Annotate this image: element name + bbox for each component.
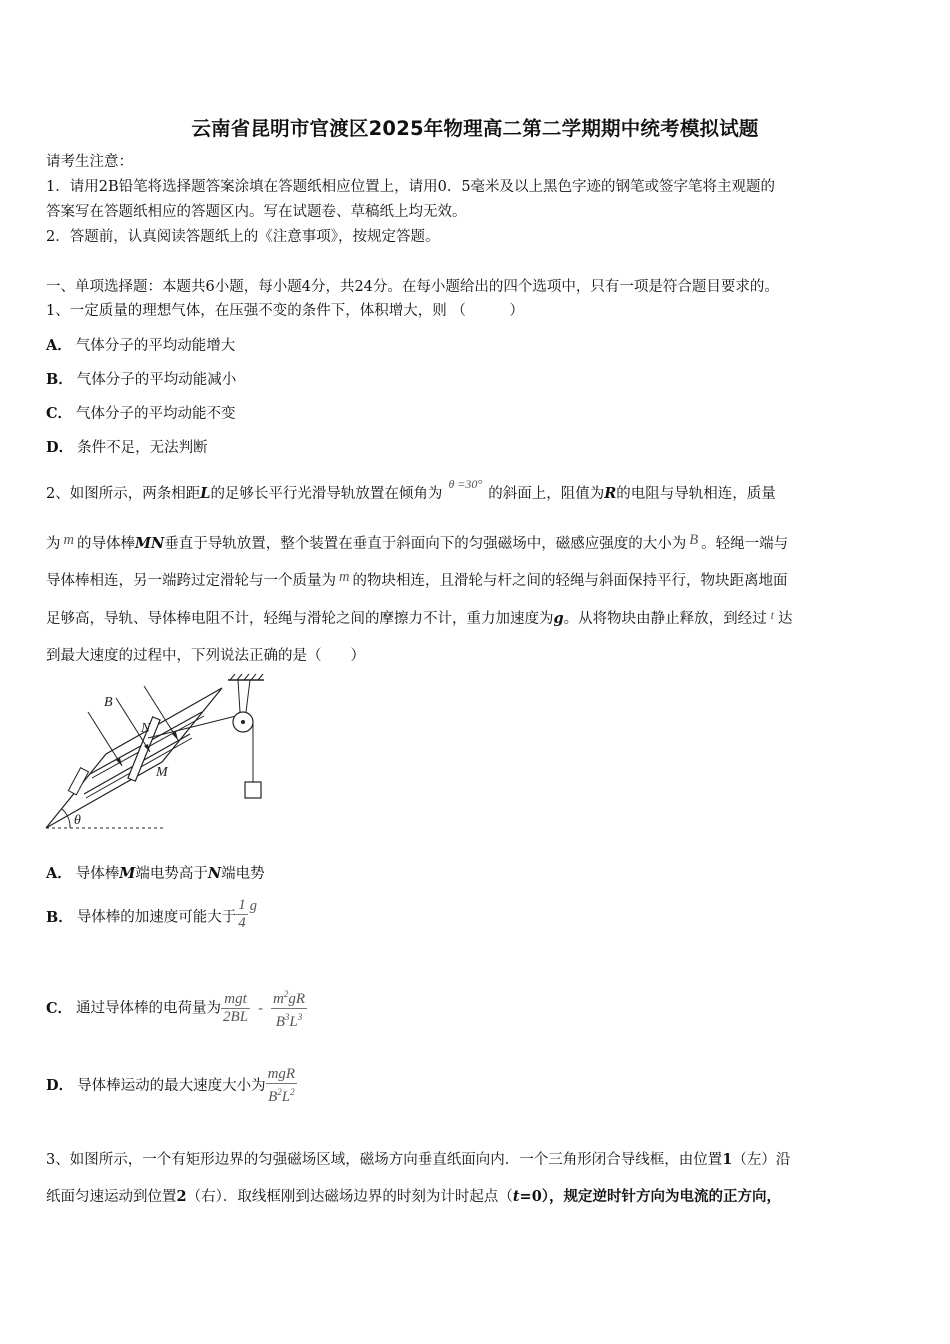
option-text: 气体分子的平均动能不变: [76, 406, 236, 422]
q1-option-d[interactable]: [46, 438, 208, 458]
q2-stem-line-2: 为 m 的导体棒MN垂直于导轨放置，整个装置在垂直于斜面向下的匀强磁场中，磁感应强度的大小为 B 。轻绳一端与: [46, 532, 789, 552]
angle-theta: θ =30°: [448, 477, 483, 491]
symbol-m: m: [339, 569, 350, 585]
notice-item-1-line-2: 答案写在答题纸相应的答题区内。写在试题卷、草稿纸上均无效。: [46, 204, 467, 220]
symbol-t: t: [770, 608, 774, 622]
label-theta: θ: [74, 813, 81, 828]
option-label: D．: [46, 439, 74, 456]
minus-sign: -: [258, 1000, 263, 1017]
fraction-vmax: $\frac{\text{mgR}}{B^2L^2}$: [267, 1066, 296, 1105]
q2-stem-line-5: 到最大速度的过程中，下列说法正确的是（ ）: [46, 648, 365, 664]
q1-stem: 1、一定质量的理想气体，在压强不变的条件下，体积增大，则 （ ）: [46, 303, 524, 319]
option-label: A．: [46, 337, 72, 354]
symbol-g: g: [553, 610, 564, 627]
q3-stem-line-2: 纸面匀速运动到位置2（右）．取线框刚到达磁场边界的时刻为计时起点（t=0），规定逆时针方向为电流的正方向，: [46, 1188, 782, 1205]
notice-heading: 请考生注意：: [46, 154, 133, 170]
q2-option-d[interactable]: D． 导体棒运动的最大速度大小为 $\frac{\text{mgR}}{B^2L^2}$: [46, 1066, 296, 1105]
field-arrow-1: [88, 712, 122, 766]
ceiling-hatch-5: [258, 674, 263, 680]
fraction-1: $\frac{\text{mgt}}{2BL}$: [223, 991, 249, 1025]
q1-option-b[interactable]: [46, 370, 236, 390]
label-B: B: [104, 695, 113, 710]
label-N: N: [141, 721, 151, 736]
ceiling-hatch-4: [251, 674, 256, 680]
notice-item-2: 2．答题前，认真阅读答题纸上的《注意事项》，按规定答题。: [46, 229, 440, 245]
ceiling-hatch-3: [244, 674, 249, 680]
symbol-R: R: [604, 485, 617, 502]
option-text: 气体分子的平均动能增大: [75, 338, 236, 354]
section-heading: 一、单项选择题：本题共6小题，每小题4分，共24分。在每小题给出的四个选项中，只有一项是符合题目要求的。: [46, 279, 779, 295]
q2-option-a[interactable]: A． 导体棒M端电势高于N端电势: [46, 865, 265, 882]
option-label: A．: [46, 865, 72, 882]
symbol-B: B: [689, 532, 699, 548]
option-label: B．: [46, 371, 73, 388]
option-text: 气体分子的平均动能减小: [76, 372, 237, 388]
pulley-axle: [241, 720, 245, 724]
label-M: M: [156, 765, 168, 780]
q2-option-c[interactable]: C． 通过导体棒的电荷量为 $\frac{\text{mgt}}{2BL}$ - $\frac{m^2gR}{B^3L^3}$: [46, 986, 307, 1031]
ceiling-hatch-2: [237, 674, 242, 680]
rope-incline: [148, 716, 236, 738]
q1-option-c[interactable]: [46, 404, 236, 424]
symbol-L: L: [200, 485, 211, 502]
q2-figure: [40, 672, 280, 834]
option-label: D．: [46, 1077, 74, 1094]
q2-stem-line-3: 导体棒相连，另一端跨过定滑轮与一个质量为 m 的物块相连，且滑轮与杆之间的轻绳与斜面保持平行，物块距离地面: [46, 569, 788, 589]
inclined-plane: [46, 688, 222, 828]
option-label: C．: [46, 405, 73, 422]
pulley-support-left: [238, 680, 240, 712]
hanging-block: [245, 782, 261, 798]
fraction-quarter: $\frac{1}{4}$: [238, 897, 246, 931]
q1-option-a[interactable]: [46, 336, 235, 356]
symbol-MN: MN: [134, 535, 165, 552]
q3-stem-line-1: 3、如图所示，一个有矩形边界的匀强磁场区域，磁场方向垂直纸面向内．一个三角形闭合导线框，由位置1（左）沿: [46, 1151, 791, 1168]
resistor: [68, 768, 88, 795]
notice-item-1-line-1: 1．请用2B铅笔将选择题答案涂填在答题纸相应位置上，请用0．5毫米及以上黑色字迹的钢笔或签字笔将主观题的: [46, 179, 776, 195]
page-title: 云南省昆明市官渡区2025年物理高二第二学期期中统考模拟试题: [191, 117, 759, 140]
pulley-support-right: [246, 680, 250, 712]
option-label: B．: [46, 908, 73, 926]
ceiling-hatch-1: [230, 674, 235, 680]
option-label: C．: [46, 999, 73, 1017]
q2-option-b[interactable]: B． 导体棒的加速度可能大于 $\frac{1}{4}$ g: [46, 897, 258, 931]
q2-stem-line-4: 足够高，导轨、导体棒电阻不计，轻绳与滑轮之间的摩擦力不计，重力加速度为g。从将物块由静止释放，到经过 $^t$ 达: [46, 608, 793, 627]
option-text: 条件不足，无法判断: [77, 440, 208, 456]
fraction-2: $\frac{m^2gR}{B^3L^3}$: [272, 989, 305, 1030]
symbol-m: m: [63, 532, 74, 548]
q2-stem-line-1: 2、如图所示，两条相距L的足够长平行光滑导轨放置在倾角为$^{\theta =30^\circ}$的斜面上，阻值为R的电阻与导轨相连，质量: [46, 477, 776, 502]
